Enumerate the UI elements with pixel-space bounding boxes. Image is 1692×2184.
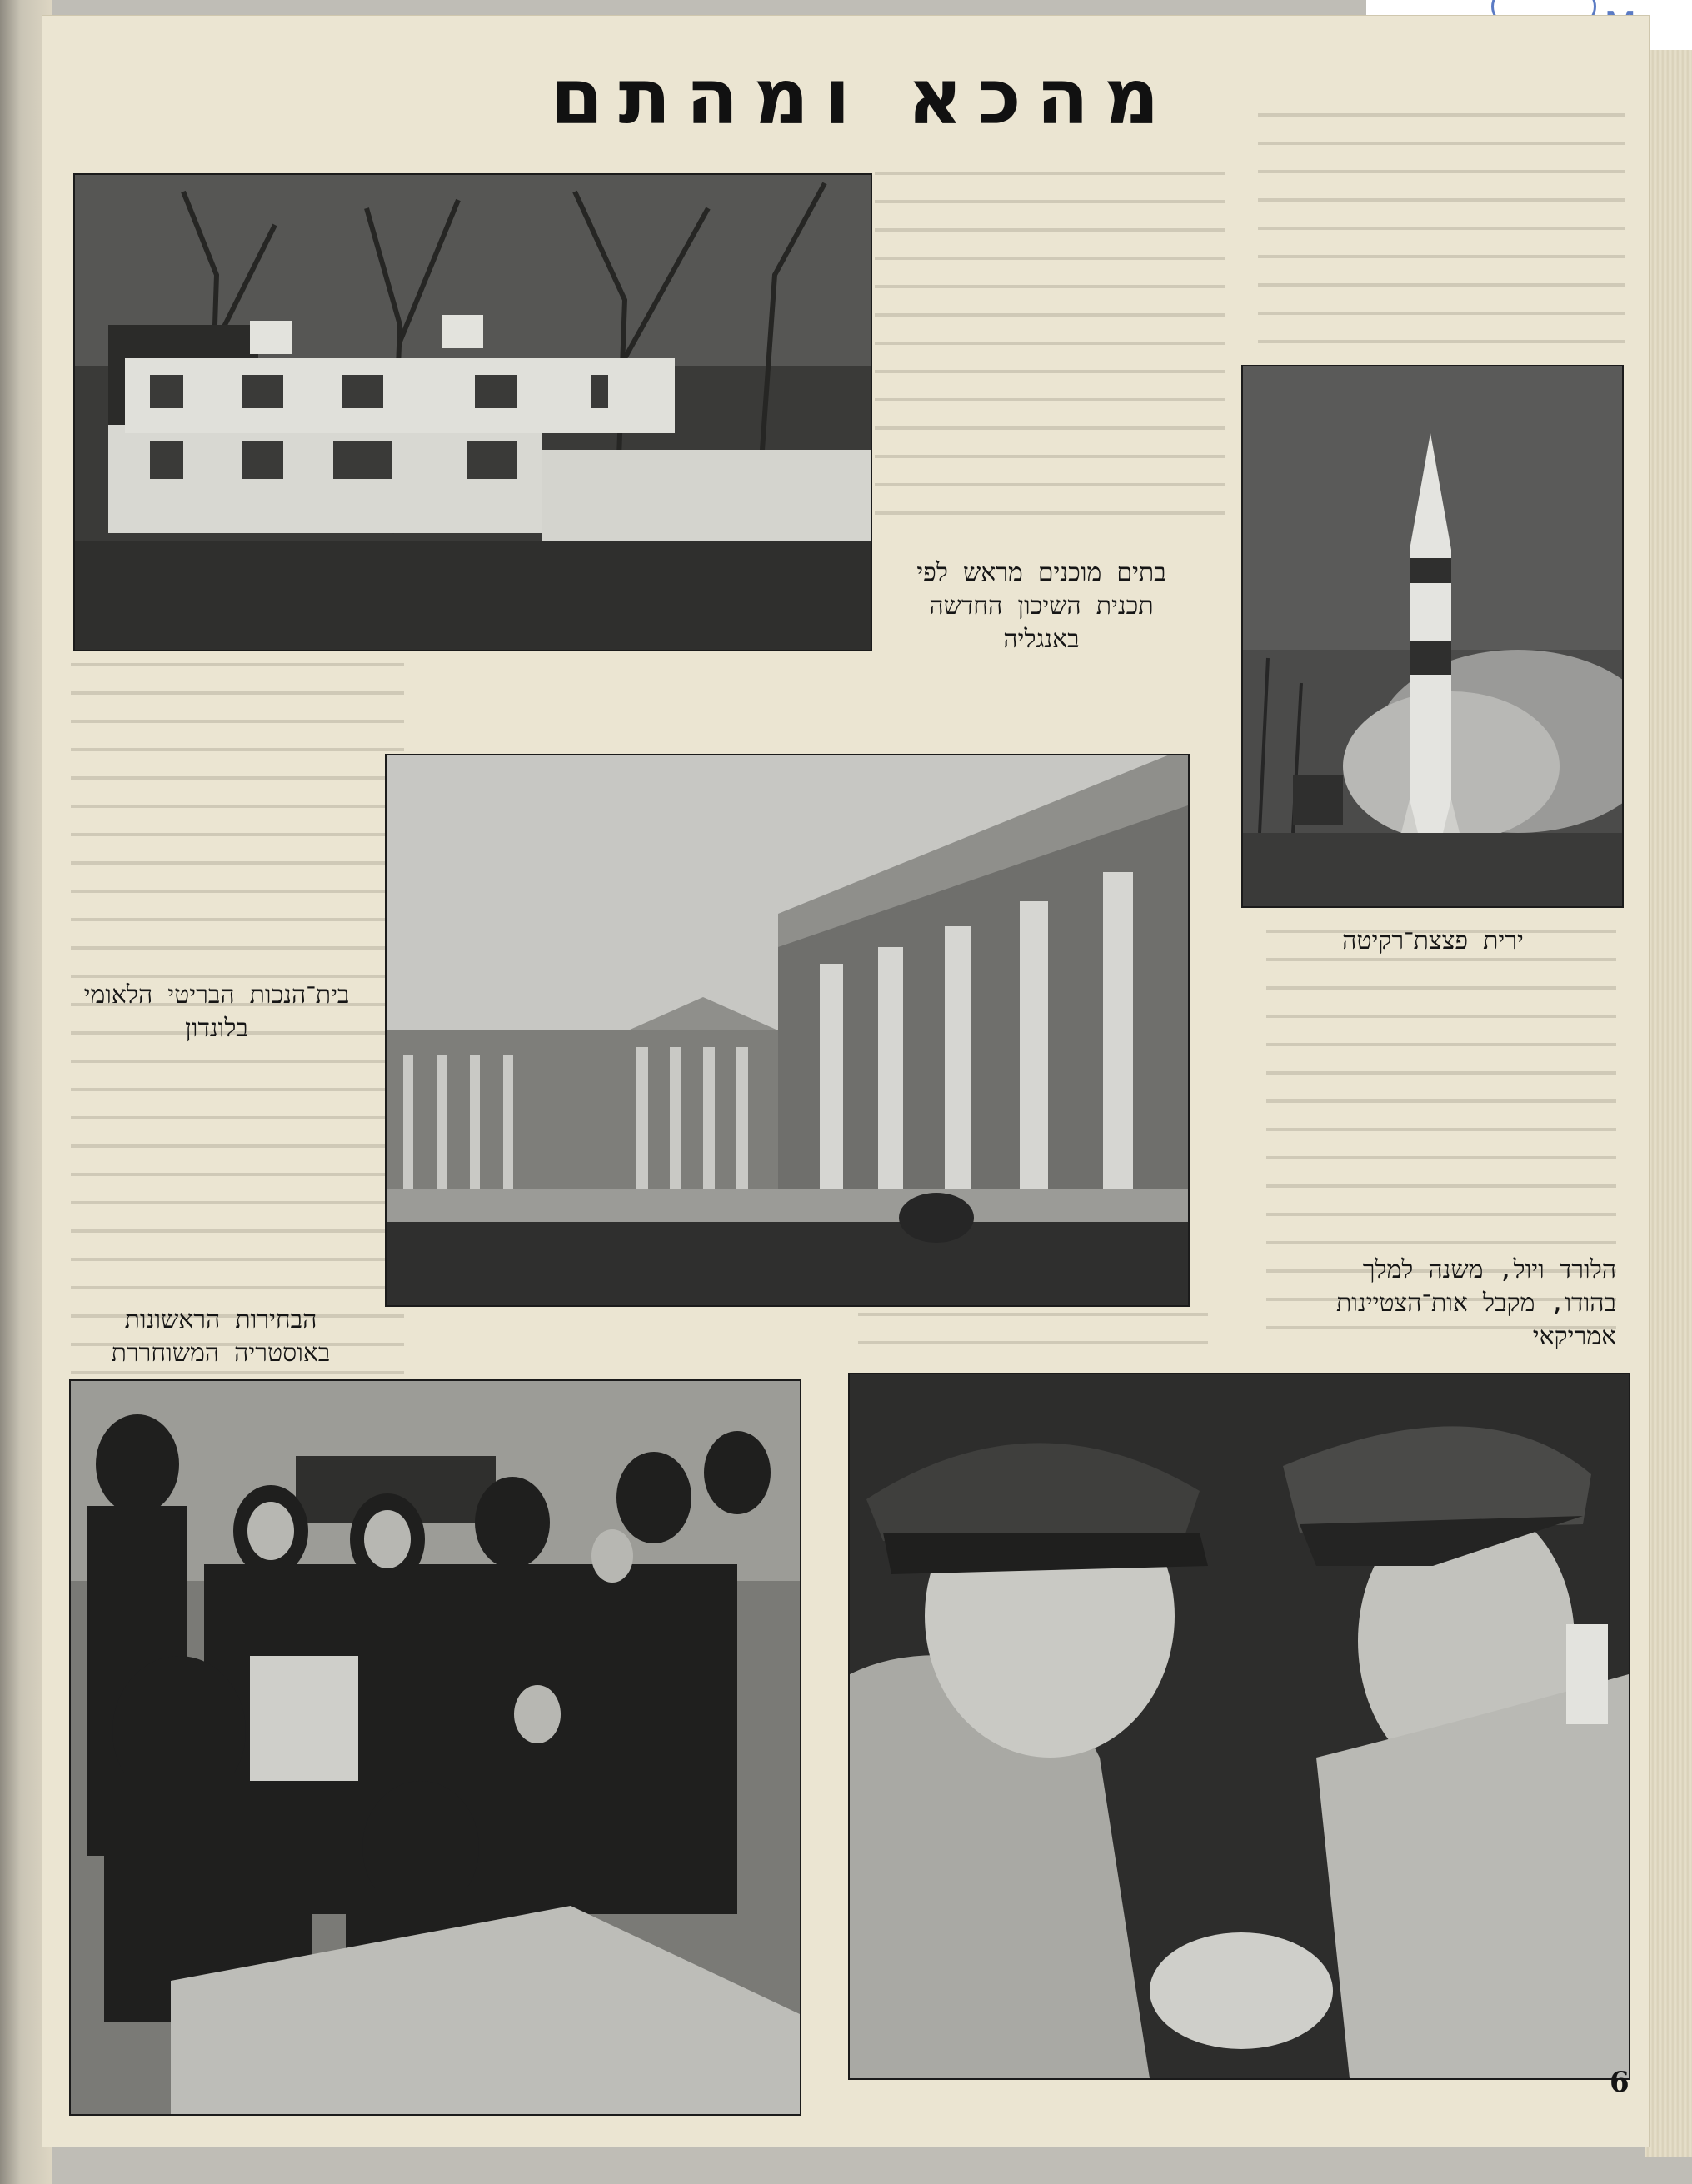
caption-line: בהודו, מקבל אות־הצטיינות <box>1335 1289 1616 1318</box>
photo-prefab-houses <box>73 173 872 651</box>
caption-line: בלונדון <box>185 1014 248 1043</box>
caption-line: הלורד ויול, משנה למלך <box>1362 1255 1616 1284</box>
caption-british-museum <box>58 979 375 1045</box>
bleed-through-text-mid <box>858 1299 1208 1366</box>
photo-rocket-launch <box>1241 365 1624 908</box>
page-headline: מהכא ומהתם <box>550 52 1175 142</box>
caption-austria-elections <box>75 1304 367 1370</box>
caption-prefab-houses <box>883 556 1200 656</box>
caption-line: בתים מוכנים מראש לפי <box>916 558 1166 587</box>
photo-medal-ceremony <box>848 1373 1630 2080</box>
bleed-through-text-top-mid <box>875 158 1225 533</box>
caption-line: תכנית השיכון החדשה <box>929 591 1154 621</box>
caption-line: אמריקאי <box>1532 1322 1616 1351</box>
bleed-through-text-top-right <box>1258 100 1625 350</box>
caption-line: הבחירות הראשונות <box>124 1305 317 1334</box>
caption-line: בית־הנכות הבריטי הלאומי <box>83 980 350 1010</box>
caption-line: ירית פצצת־רקיטה <box>1342 926 1524 955</box>
caption-medal-ceremony <box>1250 1254 1616 1354</box>
photo-british-museum <box>385 754 1190 1307</box>
caption-rocket <box>1250 925 1616 958</box>
caption-line: באוסטריה המשוחררת <box>111 1339 331 1368</box>
page-number: 6 <box>1610 2066 1630 2099</box>
book-page-edges <box>1645 50 1692 2157</box>
photo-austria-elections <box>69 1379 801 2116</box>
caption-line: באנגליה <box>1003 625 1080 654</box>
